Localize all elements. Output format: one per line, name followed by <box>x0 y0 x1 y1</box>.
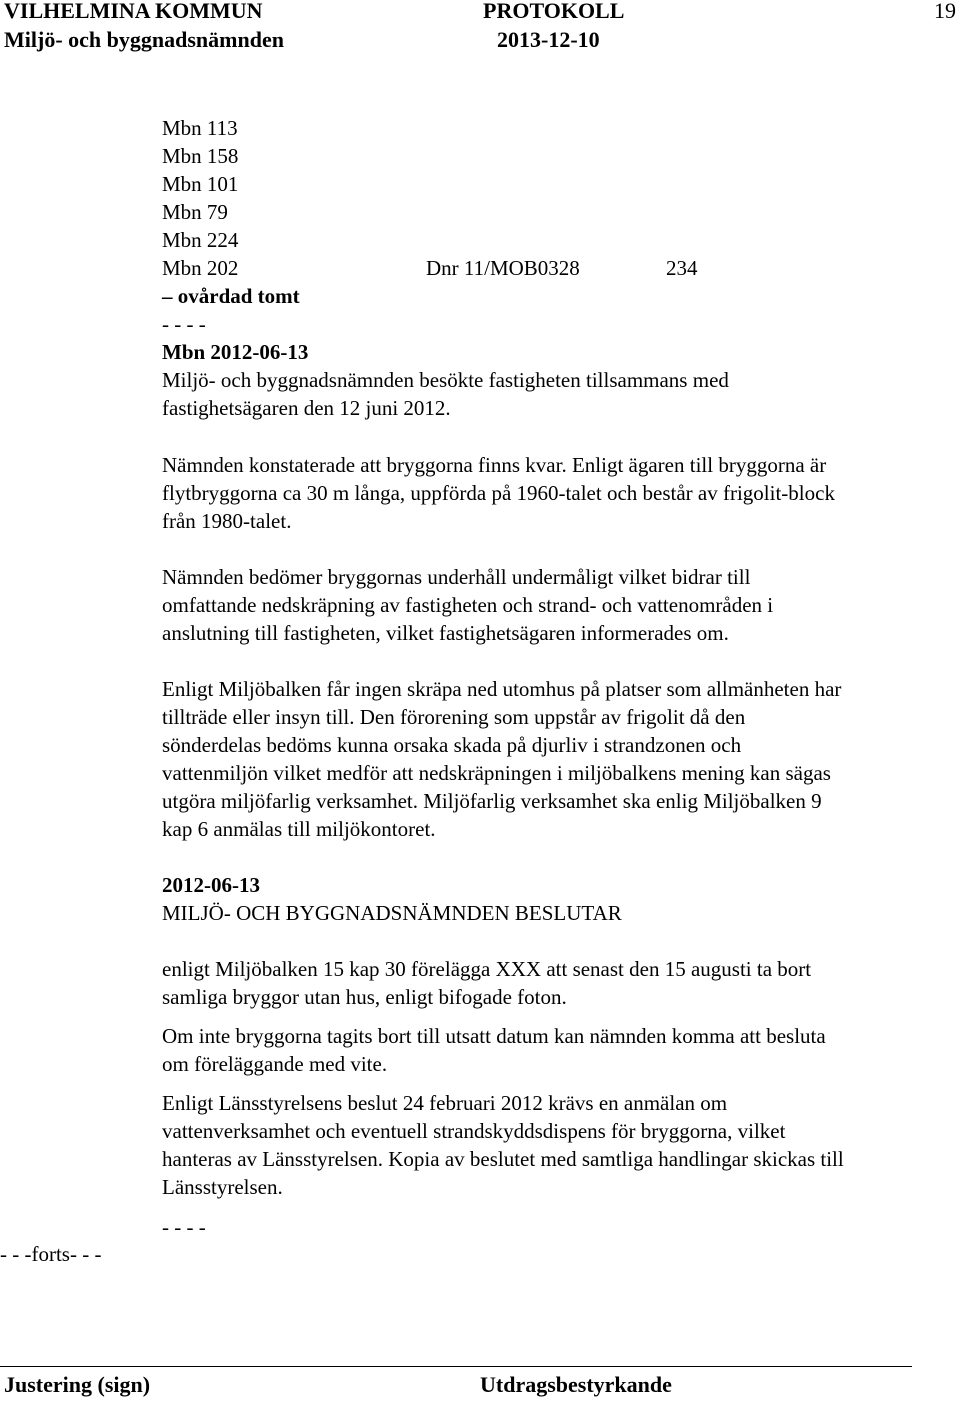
paragraph-line: Nämnden bedömer bryggornas underhåll undermåligt vilket bidrar till <box>162 565 751 589</box>
protocol-date: 2013-12-10 <box>497 27 600 52</box>
footer-justering: Justering (sign) <box>4 1372 151 1397</box>
paragraph-line: fastighetsägaren den 12 juni 2012. <box>162 396 451 420</box>
decision-line: hanteras av Länsstyrelsen. Kopia av beslutet med samtliga handlingar skickas till <box>162 1147 844 1171</box>
decision-line: vattenverksamhet och eventuell strandskyddsdispens för bryggorna, vilket <box>162 1119 786 1143</box>
reference-line: Mbn 158 <box>162 144 239 168</box>
dnr-number: 234 <box>666 256 698 280</box>
decision-line: samliga bryggor utan hus, enligt bifogade foton. <box>162 985 567 1009</box>
decision-line: enligt Miljöbalken 15 kap 30 förelägga XXX att senast den 15 augusti ta bort <box>162 957 812 981</box>
paragraph-line: anslutning till fastigheten, vilket fastighetsägaren informerades om. <box>162 621 729 645</box>
meeting-heading: Mbn 2012-06-13 <box>162 340 309 364</box>
decision-line: om föreläggande med vite. <box>162 1052 388 1076</box>
paragraph-line: omfattande nedskräpning av fastigheten och strand- och vattenområden i <box>162 593 774 617</box>
decision-line: Om inte bryggorna tagits bort till utsatt datum kan nämnden komma att besluta <box>162 1024 826 1048</box>
dnr-label: Dnr 11/MOB0328 <box>426 256 580 280</box>
separator-top: - - - - <box>162 312 206 336</box>
decision-line: Enligt Länsstyrelsens beslut 24 februari 2012 krävs en anmälan om <box>162 1091 728 1115</box>
decision-heading: MILJÖ- OCH BYGGNADSNÄMNDEN BESLUTAR <box>162 901 622 925</box>
paragraph-line: tillträde eller insyn till. Den förorening som uppstår av frigolit då den <box>162 705 746 729</box>
reference-line: Mbn 79 <box>162 200 228 224</box>
reference-line: Mbn 113 <box>162 116 238 140</box>
committee-name: Miljö- och byggnadsnämnden <box>4 27 284 52</box>
decision-line: Länsstyrelsen. <box>162 1175 283 1199</box>
paragraph-line: Miljö- och byggnadsnämnden besökte fastigheten tillsammans med <box>162 368 729 392</box>
reference-line: Mbn 202 <box>162 256 239 280</box>
paragraph-line: Enligt Miljöbalken får ingen skräpa ned utomhus på platser som allmänheten har <box>162 677 842 701</box>
paragraph-line: från 1980-talet. <box>162 509 292 533</box>
separator-bottom: - - - - <box>162 1215 206 1239</box>
doc-type: PROTOKOLL <box>483 0 625 23</box>
decision-date: 2012-06-13 <box>162 873 260 897</box>
footer-rule <box>0 1366 912 1367</box>
paragraph-line: utgöra miljöfarlig verksamhet. Miljöfarlig verksamhet ska enlig Miljöbalken 9 <box>162 789 822 813</box>
paragraph-line: flytbryggorna ca 30 m långa, uppförda på 1960-talet och består av frigolit-block <box>162 481 835 505</box>
reference-line: Mbn 101 <box>162 172 239 196</box>
subject-title: – ovårdad tomt <box>162 284 300 308</box>
paragraph-line: sönderdelas bedöms kunna orsaka skada på djurliv i strandzonen och <box>162 733 742 757</box>
reference-line: Mbn 224 <box>162 228 239 252</box>
continued-marker: - - -forts- - - <box>0 1242 102 1266</box>
paragraph-line: Nämnden konstaterade att bryggorna finns kvar. Enligt ägaren till bryggorna är <box>162 453 827 477</box>
paragraph-line: kap 6 anmälas till miljökontoret. <box>162 817 436 841</box>
paragraph-line: vattenmiljön vilket medför att nedskräpningen i miljöbalkens mening kan sägas <box>162 761 831 785</box>
page-number: 19 <box>934 0 956 23</box>
footer-utdragsbestyrkande: Utdragsbestyrkande <box>480 1372 672 1397</box>
org-name: VILHELMINA KOMMUN <box>4 0 263 23</box>
